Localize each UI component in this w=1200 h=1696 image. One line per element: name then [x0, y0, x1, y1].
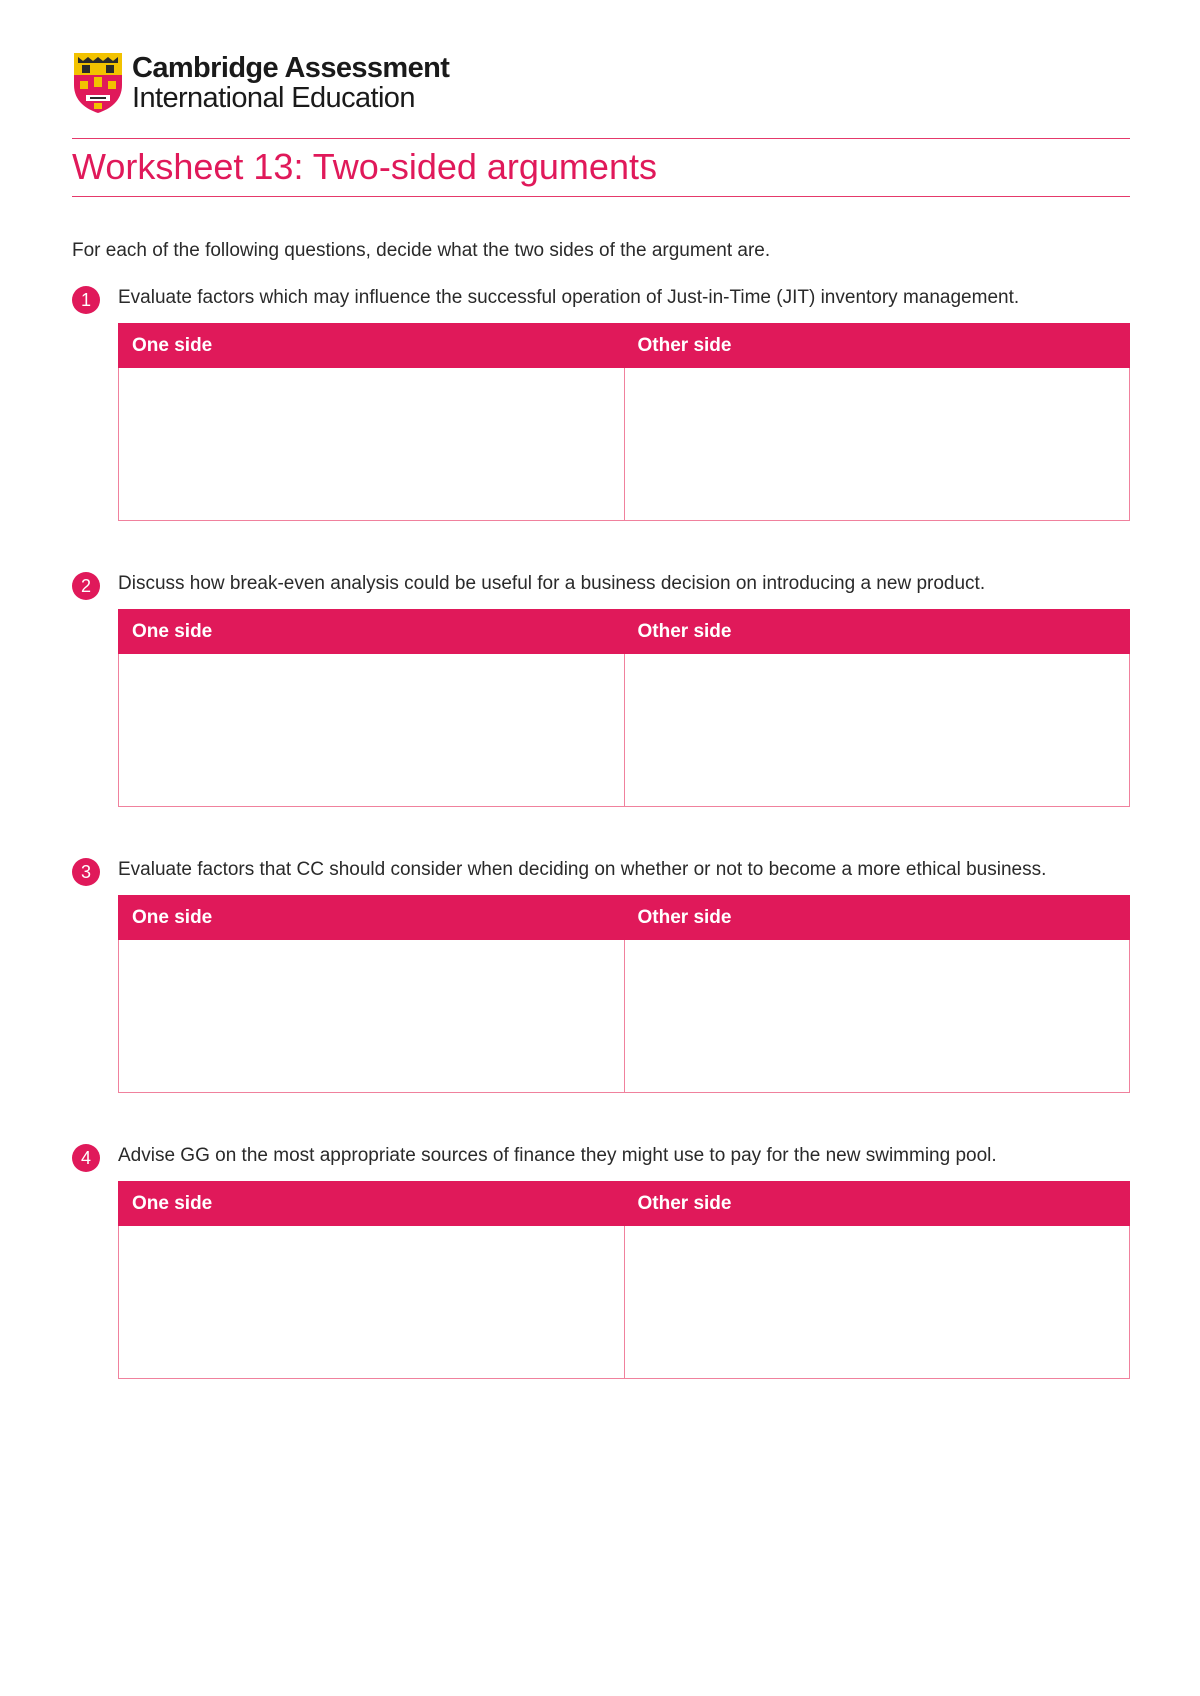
question-number-badge: 4: [72, 1144, 100, 1172]
column-header-one-side: One side: [119, 1182, 625, 1226]
question-text: Evaluate factors that CC should consider when deciding on whether or not to become a more ethical business.: [118, 859, 1047, 880]
question-text: Discuss how break-even analysis could be useful for a business decision on introducing a new product.: [118, 573, 986, 594]
answer-cell-other-side[interactable]: [624, 368, 1130, 521]
column-header-other-side: Other side: [624, 896, 1130, 940]
logo-line-1: Cambridge Assessment: [132, 52, 450, 84]
answer-table: [118, 895, 1130, 1093]
title-rule-top: [72, 138, 1130, 139]
answer-table: [118, 323, 1130, 521]
answer-cell-other-side[interactable]: [624, 1226, 1130, 1379]
answer-cell-other-side[interactable]: [624, 940, 1130, 1093]
column-header-one-side: One side: [119, 324, 625, 368]
answer-cell-other-side[interactable]: [624, 654, 1130, 807]
answer-table: [118, 1181, 1130, 1379]
instructions-text: For each of the following questions, decide what the two sides of the argument are.: [72, 240, 771, 261]
question-number-badge: 3: [72, 858, 100, 886]
answer-cell-one-side[interactable]: [119, 1226, 625, 1379]
answer-cell-one-side[interactable]: [119, 368, 625, 521]
question-text: Advise GG on the most appropriate sources of finance they might use to pay for the new swimming pool.: [118, 1145, 997, 1166]
answer-table: [118, 609, 1130, 807]
question-text: Evaluate factors which may influence the successful operation of Just-in-Time (JIT) inventory management.: [118, 287, 1020, 308]
question-2: [72, 569, 1130, 642]
question-number-badge: 1: [72, 286, 100, 314]
cambridge-logo: [72, 50, 449, 116]
column-header-other-side: Other side: [624, 1182, 1130, 1226]
column-header-other-side: Other side: [624, 324, 1130, 368]
question-1: [72, 283, 1130, 356]
answer-cell-one-side[interactable]: [119, 654, 625, 807]
cambridge-crest-icon: [72, 51, 124, 115]
question-number-badge: 2: [72, 572, 100, 600]
logo-line-2: International Education: [132, 82, 415, 114]
question-3: [72, 855, 1130, 928]
question-4: [72, 1141, 1130, 1214]
column-header-one-side: One side: [119, 896, 625, 940]
logo-wordmark: [132, 53, 449, 113]
answer-cell-one-side[interactable]: [119, 940, 625, 1093]
column-header-other-side: Other side: [624, 610, 1130, 654]
column-header-one-side: One side: [119, 610, 625, 654]
title-rule-bottom: [72, 196, 1130, 197]
page-title: Worksheet 13: Two-sided arguments: [72, 146, 657, 187]
